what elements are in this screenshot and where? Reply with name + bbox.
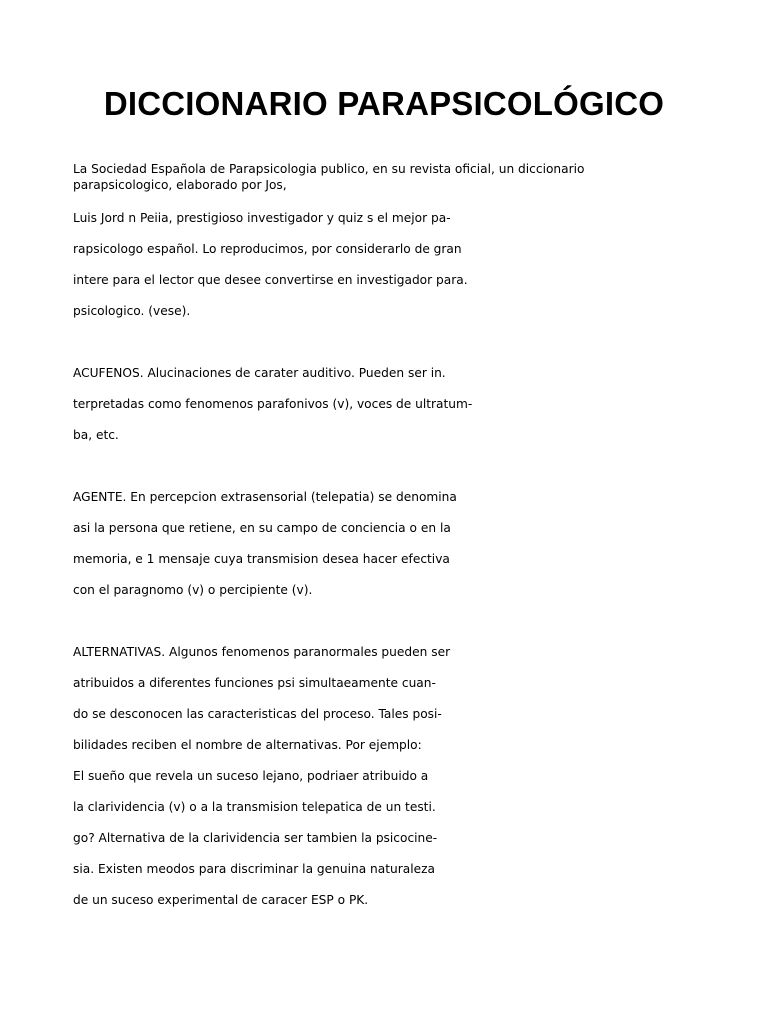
entry-line: bilidades reciben el nombre de alternativas. Por ejemplo:: [73, 738, 422, 752]
entry-line: memoria, e 1 mensaje cuya transmision desea hacer efectiva: [73, 552, 450, 566]
intro-line: Luis Jord n Peiia, prestigioso investigador y quiz s el mejor pa-: [73, 211, 451, 225]
entry-line: do se desconocen las caracteristicas del proceso. Tales posi-: [73, 707, 442, 721]
intro-line: psicologico. (vese).: [73, 304, 191, 318]
entry-line: AGENTE. En percepcion extrasensorial (telepatia) se denomina: [73, 490, 457, 504]
entry-line: ACUFENOS. Alucinaciones de carater auditivo. Pueden ser in.: [73, 366, 446, 380]
document-title: DICCIONARIO PARAPSICOLÓGICO: [103, 85, 665, 122]
entry-line: ba, etc.: [73, 428, 119, 442]
entry-line: atribuidos a diferentes funciones psi simultaeamente cuan-: [73, 676, 436, 690]
entry-line: asi la persona que retiene, en su campo de conciencia o en la: [73, 521, 451, 535]
entry-line: terpretadas como fenomenos parafonivos (v), voces de ultratum-: [73, 397, 473, 411]
intro-line: La Sociedad Española de Parapsicologia publico, en su revista oficial, un diccionario parapsicologico, elaborado por Jos,: [73, 162, 585, 192]
entry-line: la clarividencia (v) o a la transmision telepatica de un testi.: [73, 800, 436, 814]
intro-line: rapsicologo español. Lo reproducimos, por considerarlo de gran: [73, 242, 462, 256]
entry-line: ALTERNATIVAS. Algunos fenomenos paranormales pueden ser: [73, 645, 451, 659]
entry-line: go? Alternativa de la clarividencia ser tambien la psicocine-: [73, 831, 438, 845]
entry-line: con el paragnomo (v) o percipiente (v).: [73, 583, 313, 597]
entry-line: sia. Existen meodos para discriminar la genuina naturaleza: [73, 862, 435, 876]
entry-line: El sueño que revela un suceso lejano, podriaer atribuido a: [73, 769, 429, 783]
intro-line: intere para el lector que desee convertirse en investigador para.: [73, 273, 468, 287]
entry-line: de un suceso experimental de caracer ESP o PK.: [73, 893, 369, 907]
